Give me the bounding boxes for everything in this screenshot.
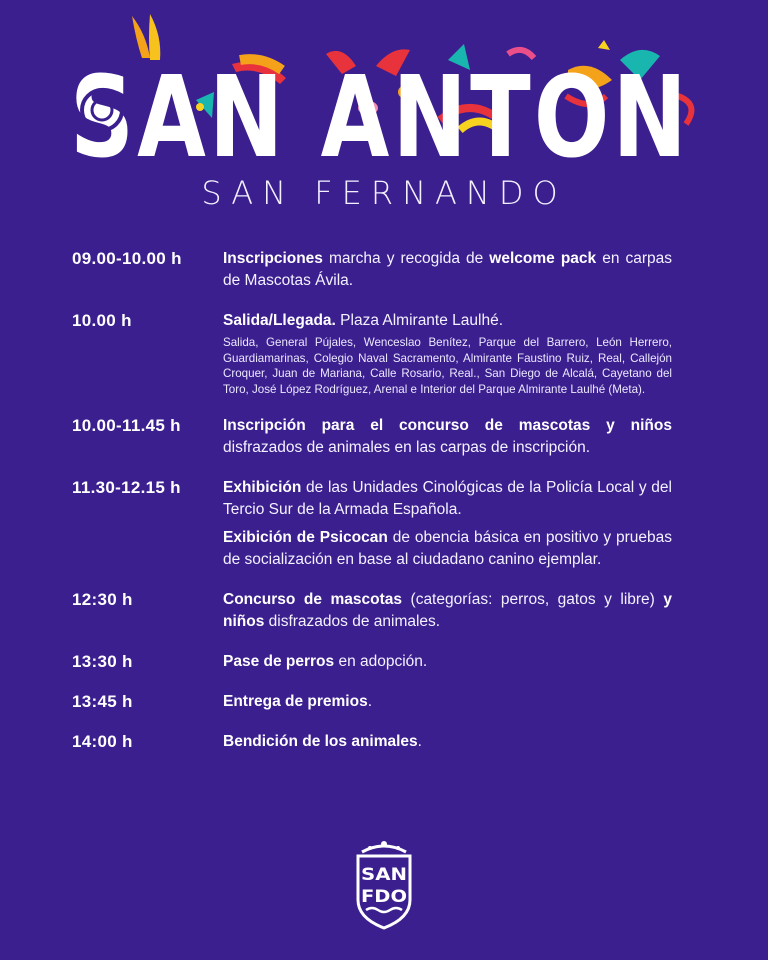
schedule-item [72,691,672,713]
body-text: de obencia básica en positivo y pruebas de socialización en base al ciudadano canino ejemplar. [223,529,672,568]
highlight-text: Exibición de Psicocan [223,529,388,546]
title-graphic [0,0,768,170]
schedule-item [72,248,672,292]
schedule-time: 11.30-12.15 h [72,478,181,497]
highlight-text: Salida/Llegada. [223,312,336,329]
schedule-description [223,310,672,397]
body-text: marcha y recogida de [322,250,490,267]
body-text: . [417,733,422,750]
schedule-item [72,651,672,673]
body-text: en adopción. [334,653,428,670]
body-text: Plaza Almirante Laulhé. [335,312,504,329]
schedule-time: 10.00 h [72,311,132,330]
schedule-description [223,731,672,753]
highlight-text: welcome pack [489,250,597,267]
crest-line-2: FDO [361,887,407,907]
schedule-item [72,477,672,571]
highlight-text: Pase de perros [223,653,335,670]
description-paragraph [223,589,672,633]
highlight-text: Entrega de premios [223,693,368,710]
description-paragraph [223,415,672,459]
event-subtitle: SAN FERNANDO [201,174,567,212]
description-paragraph [223,731,672,753]
body-text: . [367,693,373,710]
highlight-text: y niños [223,591,672,630]
description-paragraph [223,248,672,292]
description-paragraph [223,477,672,521]
description-paragraph [223,691,672,713]
schedule-description [223,691,672,713]
body-text: de las Unidades Cinológicas de la Policía Local y del Tercio Sur de la Armada Española. [223,479,672,518]
body-text: disfrazados de animales. [264,613,441,630]
schedule-item [72,310,672,397]
body-text: disfrazados de animales en las carpas de inscripción. [223,439,591,456]
schedule-description [223,477,672,571]
highlight-text: Concurso de mascotas [223,591,402,608]
schedule-time: 09.00-10.00 h [72,249,182,268]
schedule-item [72,415,672,459]
event-title: SAN ANTON [70,53,690,170]
body-text: (categorías: perros, gatos y libre) [402,591,664,608]
highlight-text: Bendición de los animales [223,733,418,750]
schedule-description [223,248,672,292]
schedule-time: 13:30 h [72,652,133,671]
schedule-description [223,589,672,633]
schedule-item [72,731,672,753]
san-fernando-crest-icon [352,836,416,932]
description-paragraph [223,527,672,571]
schedule-time: 13:45 h [72,692,133,711]
route-description: Salida, General Pújales, Wenceslao Benítez, Parque del Barrero, León Herrero, Guardiamarinas, Colegio Naval Sacramento, Almirante Faustino Ruiz, Real, Callejón Croquer, Juan de Mariana, Calle Rosario, Real., San Diego de Alcalá, Cayetano del Toro, José López Rodríguez, Arenal e Interior del Parque Almirante Laulhé (Meta). [223,336,672,396]
description-paragraph [223,310,672,332]
schedule-list [72,248,672,771]
schedule-description [223,651,672,673]
highlight-text: Inscripciones [223,250,323,267]
schedule-item [72,589,672,633]
schedule-description [223,415,672,459]
crest-line-1: SAN [361,865,407,885]
header [0,0,768,230]
highlight-text: Inscripción para el concurso de mascotas y niños [223,417,672,434]
schedule-time: 10.00-11.45 h [72,416,181,435]
description-paragraph [223,651,672,673]
body-text: en carpas de Mascotas Ávila. [223,250,673,289]
highlight-text: Exhibición [223,479,302,496]
schedule-time: 12:30 h [72,590,133,609]
schedule-time: 14:00 h [72,732,133,751]
